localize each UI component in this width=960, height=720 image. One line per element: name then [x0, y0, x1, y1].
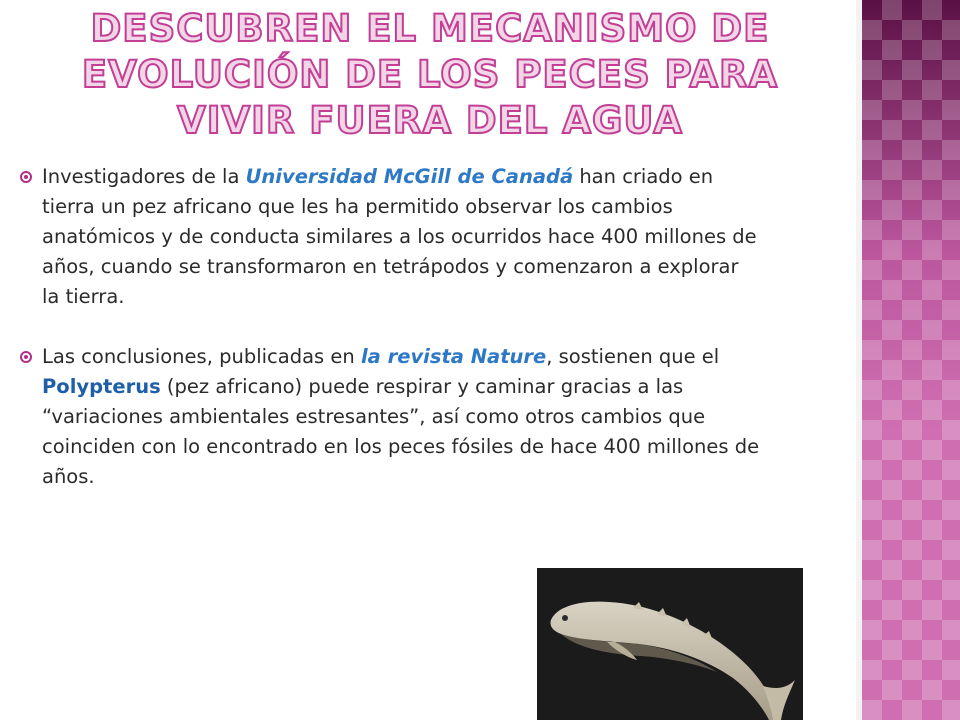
circle-bullet-icon	[20, 171, 32, 183]
fish-illustration	[537, 568, 803, 720]
bullet-highlight: Universidad McGill de Canadá	[245, 165, 574, 188]
bullet-item	[20, 342, 760, 492]
circle-bullet-icon	[20, 351, 32, 363]
bullet-text-pre: Las conclusiones, publicadas en	[42, 345, 361, 368]
bullet-item	[20, 162, 760, 312]
bullet-text-post: (pez africano) puede respirar y caminar gracias a las “variaciones ambientales estresantes”, así como otros cambios que coinciden con lo encontrado en los peces fósiles de hace 400 millones de años.	[42, 375, 760, 488]
bullet-highlight: la revista Nature	[360, 345, 547, 368]
fish-photo	[537, 568, 803, 720]
bullet-text-mid: , sostienen que el	[546, 345, 720, 368]
slide-body	[20, 162, 760, 492]
bullet-text-post: han criado en tierra un pez africano que les ha permitido observar los cambios anatómicos y de conducta similares a los ocurridos hace 400 millones de años, cuando se transformaron en tetrápodos y comenzaron a explorar la tierra.	[42, 165, 757, 308]
bullet-bold: Polypterus	[42, 375, 161, 398]
slide-title: DESCUBREN EL MECANISMO DE EVOLUCIÓN DE LOS PECES PARA VIVIR FUERA DEL AGUA	[81, 7, 779, 142]
decorative-side-strip	[862, 0, 960, 720]
bullet-text-pre: Investigadores de la	[42, 165, 246, 188]
